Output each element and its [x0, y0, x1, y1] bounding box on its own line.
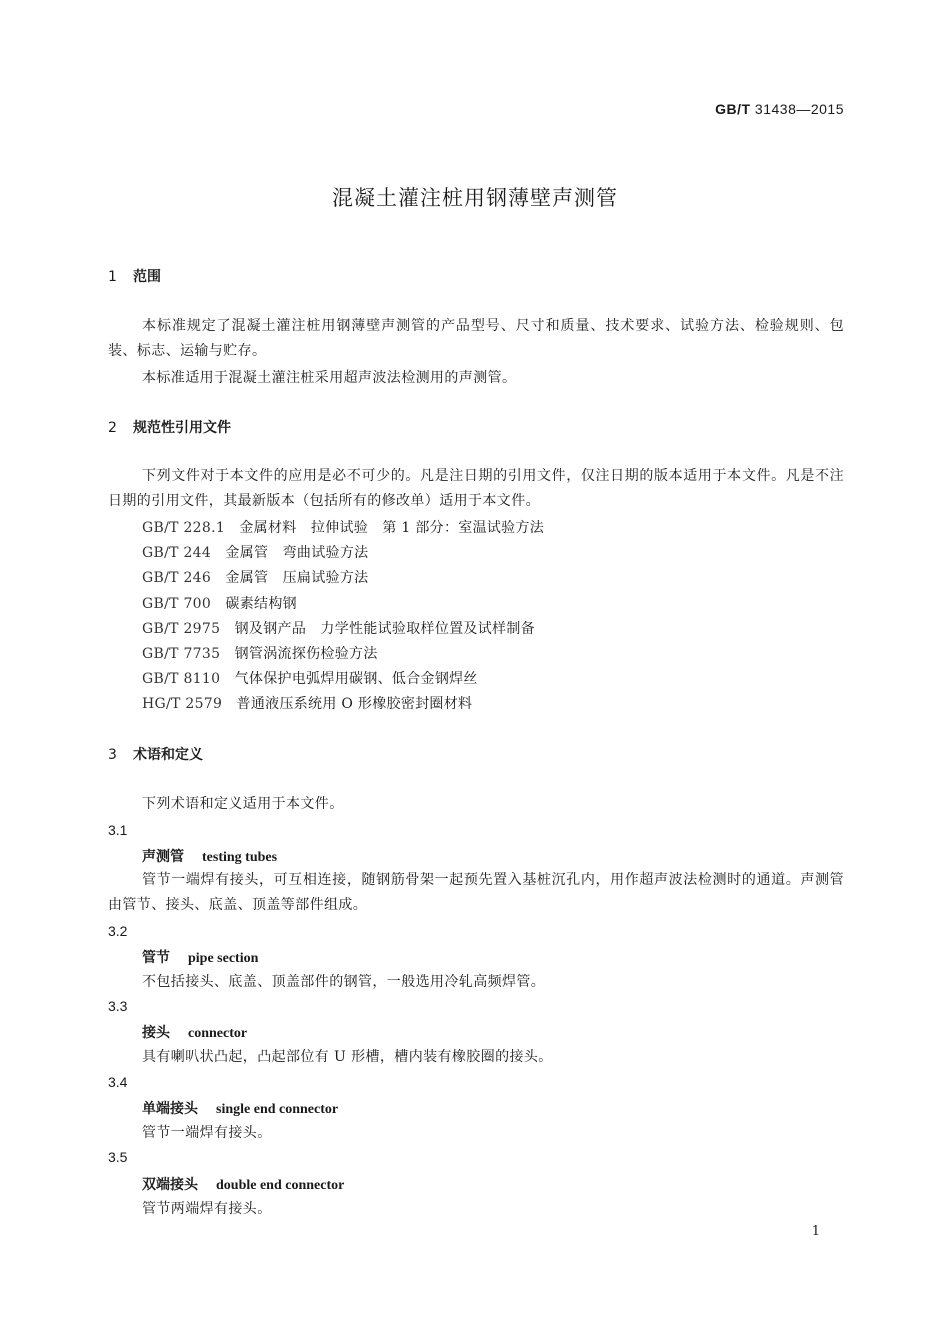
- reference-title: 钢管涡流探伤检验方法: [234, 646, 378, 662]
- reference-item: [142, 668, 478, 688]
- reference-code: GB/T 7735: [142, 646, 221, 662]
- reference-code: GB/T 244: [142, 545, 212, 561]
- reference-item: [142, 593, 297, 613]
- term-en: connector: [188, 1026, 248, 1041]
- reference-code: GB/T 246: [142, 570, 212, 586]
- reference-title: 金属管 弯曲试验方法: [225, 545, 369, 561]
- reference-item: [142, 693, 472, 713]
- section-number: 1: [108, 269, 117, 285]
- page-number: 1: [811, 1224, 820, 1239]
- term-number: 3.5: [108, 1149, 128, 1165]
- standard-code: [715, 101, 844, 117]
- term-heading: [142, 947, 258, 967]
- reference-item: [142, 542, 368, 562]
- reference-item: [142, 517, 544, 537]
- reference-title: 金属管 压扁试验方法: [225, 570, 369, 586]
- section-2-paragraph-1: 下列文件对于本文件的应用是必不可少的。凡是注日期的引用文件，仅注日期的版本适用于本文件。凡是不注日期的引用文件，其最新版本（包括所有的修改单）适用于本文件。: [108, 468, 844, 509]
- term-definition: 管节一端焊有接头。: [142, 1125, 272, 1141]
- section-number: 2: [108, 420, 117, 436]
- reference-title: 气体保护电弧焊用碳钢、低合金钢焊丝: [234, 671, 478, 687]
- section-title: 规范性引用文件: [133, 420, 231, 436]
- term-number: 3.2: [108, 923, 128, 939]
- section-number: 3: [108, 747, 117, 763]
- term-en: testing tubes: [202, 850, 278, 865]
- section-title: 范围: [133, 269, 161, 285]
- term-zh: 双端接头: [142, 1177, 198, 1193]
- reference-item: [142, 567, 368, 587]
- term-definition: 管节两端焊有接头。: [142, 1201, 272, 1217]
- section-3-heading: [108, 744, 203, 764]
- standard-prefix: GB/T: [715, 101, 751, 117]
- section-2-heading: [108, 417, 231, 437]
- term-heading: [142, 1174, 344, 1194]
- term-number: 3.4: [108, 1074, 128, 1090]
- term-en: single end connector: [216, 1102, 339, 1117]
- term-en: pipe section: [188, 951, 259, 966]
- standard-number: 31438—2015: [754, 101, 844, 117]
- term-zh: 接头: [142, 1025, 170, 1041]
- reference-title: 钢及钢产品 力学性能试验取样位置及试样制备: [234, 621, 535, 637]
- reference-item: [142, 618, 535, 638]
- reference-code: HG/T 2579: [142, 696, 223, 712]
- section-1-paragraph-2: 本标准适用于混凝土灌注桩采用超声波法检测用的声测管。: [142, 370, 517, 386]
- term-zh: 声测管: [142, 849, 184, 865]
- reference-title: 金属材料 拉伸试验 第 1 部分：室温试验方法: [239, 520, 545, 536]
- reference-title: 碳素结构钢: [225, 596, 297, 612]
- term-definition: 具有喇叭状凸起，凸起部位有 U 形槽，槽内装有橡胶圈的接头。: [142, 1049, 553, 1065]
- reference-code: GB/T 2975: [142, 621, 221, 637]
- reference-code: GB/T 700: [142, 596, 212, 612]
- section-title: 术语和定义: [133, 747, 203, 763]
- term-zh: 单端接头: [142, 1101, 198, 1117]
- term-number: 3.3: [108, 998, 128, 1014]
- reference-title: 普通液压系统用 O 形橡胶密封圈材料: [236, 696, 473, 712]
- reference-code: GB/T 228.1: [142, 520, 226, 536]
- term-heading: [142, 846, 277, 866]
- section-1-heading: [108, 266, 161, 286]
- term-zh: 管节: [142, 950, 170, 966]
- term-en: double end connector: [216, 1178, 345, 1193]
- reference-code: GB/T 8110: [142, 671, 221, 687]
- term-heading: [142, 1022, 247, 1042]
- reference-item: [142, 643, 378, 663]
- section-1-paragraph-1: 本标准规定了混凝土灌注桩用钢薄壁声测管的产品型号、尺寸和质量、技术要求、试验方法、检验规则、包装、标志、运输与贮存。: [108, 318, 844, 359]
- term-definition: 不包括接头、底盖、顶盖部件的钢管，一般选用冷轧高频焊管。: [142, 974, 546, 990]
- section-3-intro: 下列术语和定义适用于本文件。: [142, 796, 344, 812]
- term-definition: 管节一端焊有接头，可互相连接，随钢筋骨架一起预先置入基桩沉孔内，用作超声波法检测时的通道。声测管由管节、接头、底盖、顶盖等部件组成。: [108, 872, 844, 913]
- term-heading: [142, 1098, 338, 1118]
- document-title: 混凝土灌注桩用钢薄壁声测管: [332, 186, 618, 210]
- term-number: 3.1: [108, 822, 128, 838]
